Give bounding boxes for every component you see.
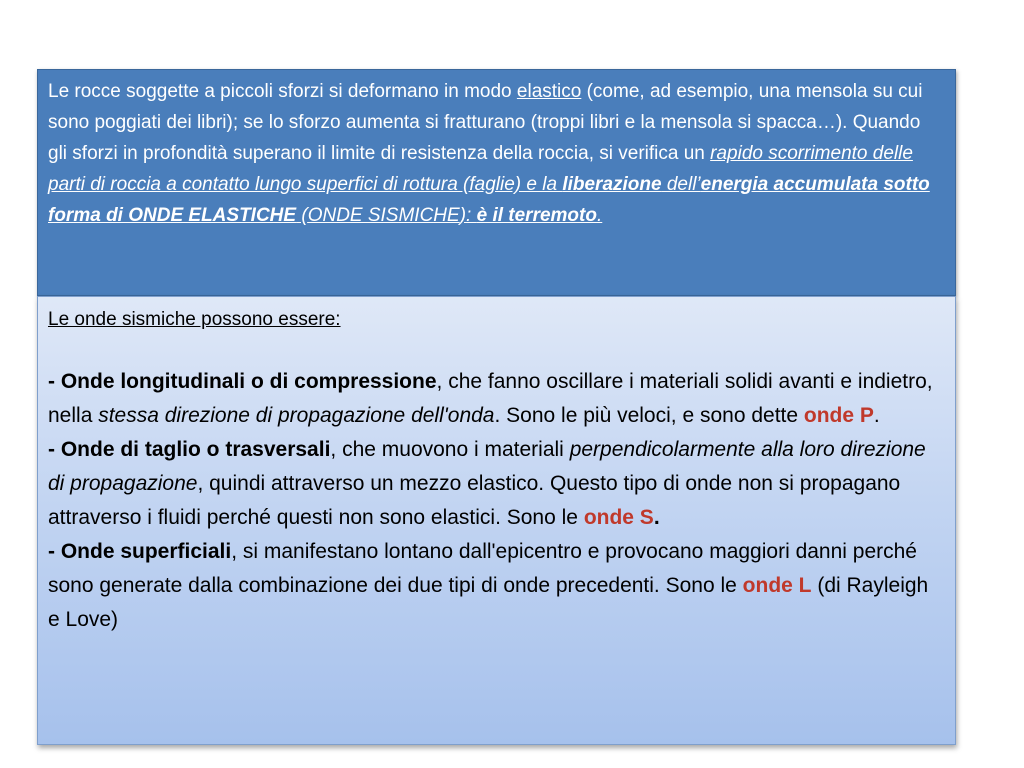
l-waves-label: onde L bbox=[742, 574, 812, 597]
s-waves-paragraph bbox=[48, 433, 941, 535]
p-waves-italic: stessa direzione di propagazione dell'onda bbox=[98, 404, 495, 427]
text-paren-open: ( bbox=[296, 205, 308, 226]
s-waves-text-c: . bbox=[653, 506, 660, 529]
text-explanation: (come, ad esempio, una mensola su cui sono poggiati dei libri); se lo sforzo aumenta si fratturano (troppi libri e la mensola si spacca…). Quando gli sforzi in profondità superano il limite di resistenza della roccia, si verifica un bbox=[48, 81, 923, 164]
p-waves-label: onde P bbox=[803, 404, 874, 427]
p-waves-text-a: , che fanno oscillare i materiali solidi avanti e indietro, nella bbox=[48, 370, 933, 427]
s-waves-italic: perpendicolarmente alla loro direzione di propagazione bbox=[48, 438, 926, 495]
text-energy: energia accumulata sotto forma di ONDE ELASTICHE bbox=[48, 174, 930, 226]
seismic-waves-box bbox=[37, 296, 956, 745]
text-paren-close: ): bbox=[459, 205, 477, 226]
l-waves-text-b: (di Rayleigh e Love) bbox=[48, 574, 929, 631]
s-waves-label: onde S bbox=[583, 506, 654, 529]
text-onde-sismiche: ONDE SISMICHE bbox=[307, 205, 460, 226]
l-waves-paragraph bbox=[48, 535, 941, 637]
text-terremoto: è il terremoto bbox=[476, 205, 597, 226]
text-elastico: elastico bbox=[516, 81, 582, 102]
text-rapid-sliding: rapido scorrimento delle parti di roccia a contatto lungo superfici di rottura (faglie) e la bbox=[48, 143, 913, 195]
waves-heading: Le onde sismiche possono essere: bbox=[48, 309, 341, 330]
earthquake-definition-box bbox=[37, 69, 956, 296]
s-waves-title: - Onde di taglio o trasversali bbox=[48, 438, 331, 461]
text-end: . bbox=[596, 205, 603, 226]
s-waves-text-b: , quindi attraverso un mezzo elastico. Questo tipo di onde non si propagano attraverso i fluidi perché questi non sono elastici. Sono le bbox=[48, 472, 901, 529]
p-waves-text-b: . Sono le più veloci, e sono dette bbox=[494, 404, 804, 427]
text-liberazione: liberazione bbox=[562, 174, 662, 195]
p-waves-paragraph bbox=[48, 365, 941, 433]
p-waves-text-c: . bbox=[873, 404, 880, 427]
p-waves-title: - Onde longitudinali o di compressione bbox=[48, 370, 437, 393]
text-intro: Le rocce soggette a piccoli sforzi si deformano in modo bbox=[48, 81, 517, 102]
l-waves-text-a: , si manifestano lontano dall'epicentro e provocano maggiori danni perché sono generate dalla combinazione dei due tipi di onde precedenti. Sono le bbox=[48, 540, 917, 597]
l-waves-title: - Onde superficiali bbox=[48, 540, 232, 563]
s-waves-text-a: , che muovono i materiali bbox=[330, 438, 570, 461]
text-dell: dell’ bbox=[661, 174, 701, 195]
